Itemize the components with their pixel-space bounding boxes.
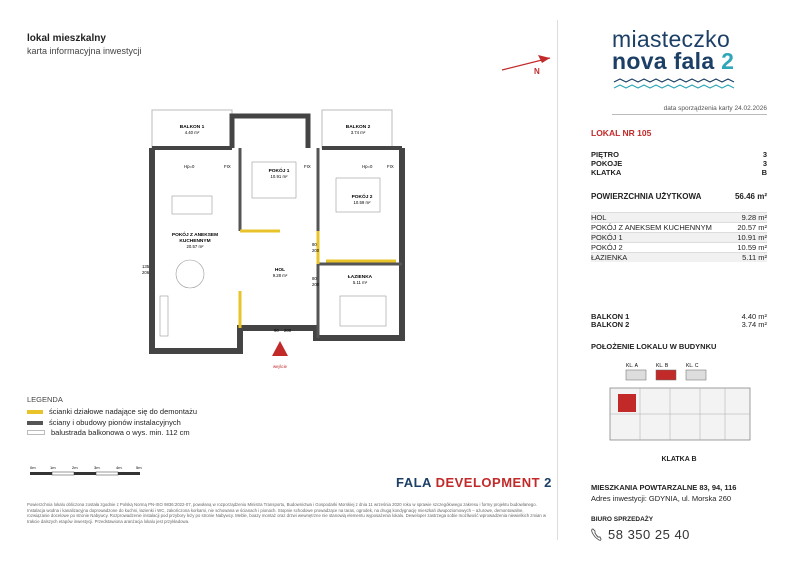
legend-swatch-yellow [27, 410, 43, 414]
scale-label-3: 3m [94, 465, 100, 470]
address-line-1: MIESZKANIA POWTARZALNE 83, 94, 116 [591, 483, 737, 492]
info-row-rooms: POKOJE 3 [591, 159, 767, 168]
legend-title: LEGENDA [27, 395, 63, 404]
position-title: POŁOŻENIE LOKALU W BUDYNKU [591, 342, 717, 351]
salon-area: 20.57 m² [186, 244, 204, 249]
balkon2-name: BALKON 2 [345, 125, 371, 130]
sales-office-label: BIURO SPRZEDAŻY [591, 516, 654, 523]
vertical-divider [557, 20, 558, 540]
lazienka-area: 5.11 m² [352, 280, 368, 285]
salon-name-2: KUCHENNYM [179, 239, 211, 244]
dim-door-height-1: 200 [312, 248, 320, 253]
balkon1-name: BALKON 1 [179, 125, 205, 130]
fix-label-1: FIX [224, 164, 231, 169]
date-label: data sporządzenia karty 24.02.2026 [612, 105, 767, 115]
pokoj2-name: POKÓJ 2 [351, 195, 373, 200]
pokoj1-name: POKÓJ 1 [268, 169, 290, 174]
scale-label-2: 2m [72, 465, 78, 470]
unit-number: LOKAL NR 105 [591, 128, 652, 138]
balcony-row-2: BALKON 2 3.74 m² [591, 320, 767, 329]
klatka-b-label: KL. B [656, 363, 669, 369]
address-line-2: Adres inwestycji: GDYNIA, ul. Morska 260 [591, 494, 732, 503]
hol-area: 9.28 m² [272, 273, 288, 278]
developer-logo: FALA DEVELOPMENT 2 [396, 475, 552, 490]
dim-window-width: 135 [142, 264, 150, 269]
phone-icon [591, 528, 602, 541]
scale-label-1: 1m [50, 465, 56, 470]
document-subtitle: karta informacyjna inwestycji [27, 46, 142, 56]
fix-label-2: FIX [304, 164, 311, 169]
pokoj1-area: 10.91 m² [270, 174, 288, 179]
fix-label-3: FIX [387, 164, 394, 169]
room-row-hol: HOL 9.28 m² [591, 213, 767, 222]
balkon2-area: 3.74 m² [350, 130, 366, 135]
wave-logo-icon [612, 78, 742, 92]
dim-door-width-2: 80 [312, 276, 317, 281]
entrance-label: wejście [272, 364, 288, 369]
brand-line-1: miasteczko [612, 26, 731, 52]
lazienka-name: ŁAZIENKA [347, 275, 373, 280]
hp-label-1: Hp=0 [184, 164, 195, 169]
unit-highlight [618, 394, 636, 412]
info-row-floor: PIĘTRO 3 [591, 150, 767, 159]
room-row-lazienka: ŁAZIENKA 5.11 m² [591, 253, 767, 262]
pokoj2-area: 10.59 m² [353, 200, 371, 205]
legend-swatch-dark [27, 421, 43, 425]
klatka-label: KLATKA B [661, 456, 697, 463]
brand-line-2: nova fala 2 [612, 48, 735, 74]
document-title: lokal mieszkalny [27, 33, 106, 44]
room-row-salon: POKÓJ Z ANEKSEM KUCHENNYM 20.57 m² [591, 223, 767, 232]
dim-door-height-2: 200 [312, 282, 320, 287]
dim-entrance-width: 90 [274, 328, 279, 333]
room-row-pokoj2: POKÓJ 2 10.59 m² [591, 243, 767, 252]
legend-item-balustrade: balustrada balkonowa o wys. min. 112 cm [27, 428, 190, 437]
floor-plan [140, 96, 410, 376]
salon-name-1: POKÓJ Z ANEKSEM [171, 233, 219, 238]
north-arrow-icon [498, 48, 558, 78]
legend-swatch-light [27, 430, 45, 435]
dim-door-width-1: 80 [312, 242, 317, 247]
total-area-row: POWIERZCHNIA UŻYTKOWA 56.46 m² [591, 192, 767, 201]
scale-label-4: 4m [116, 465, 122, 470]
klatka-a-label: KL. A [626, 363, 638, 369]
legend-item-walls: ściany i obudowy pionów instalacyjnych [27, 418, 181, 427]
legend-item-demountable: ścianki działowe nadające się do demontażu [27, 407, 197, 416]
scale-bar [30, 464, 180, 480]
balcony-row-1: BALKON 1 4.40 m² [591, 312, 767, 321]
footnote: Powierzchnia lokalu obliczona została zgodnie z Polską Normą PN-ISO 9836:2022-07, powołaną w rozporządzeniu Ministra Transportu, Budownictwa i Gospodarki Morskiej z dnia 11 września 2020 roku w sprawie szczegółowego zakresu i formy projektu budowlanego. Instalacja wodna i kanalizacyjna doprowadzone do kuchni, łazienki i WC, zakończona korkami, nie schowana w ścianach i pionach. Stopnie schodowe prowadzące na taras, ogrodek, na drugą kondygnację mieszkań dwupoziomowych – ażurowe, demontowalne, rozwiązanie docelowe po stronie Nabywcy. Rozprowadzenie instalacji pod przybory leży po stronie Nabywcy. Meble, boazy montaż oraz drzwi wewnętrzne nie stanowią elementu wyposażenia lokalu. Deweloper zastrzega sobie możliwość wprowadzenia niewielkich zmian w trakcie dalszych etapów inwestycji. Przedstawiona aranżacja lokalu jest przykładowa. [27, 502, 547, 524]
building-position-plan [600, 358, 760, 454]
balkon1-area: 4.40 m² [184, 130, 200, 135]
room-row-pokoj1: POKÓJ 1 10.91 m² [591, 233, 767, 242]
hol-name: HOL [274, 268, 286, 273]
dim-window-height: 206 [142, 270, 150, 275]
scale-label-0: 0m [30, 465, 36, 470]
phone-number[interactable]: 58 350 25 40 [608, 527, 690, 542]
hp-label-2: Hp=0 [362, 164, 373, 169]
dim-entrance-height: 200 [284, 328, 292, 333]
klatka-c-label: KL. C [686, 363, 699, 369]
scale-label-5: 5m [136, 465, 142, 470]
info-row-stairwell: KLATKA B [591, 168, 767, 177]
north-label: N [534, 67, 540, 76]
